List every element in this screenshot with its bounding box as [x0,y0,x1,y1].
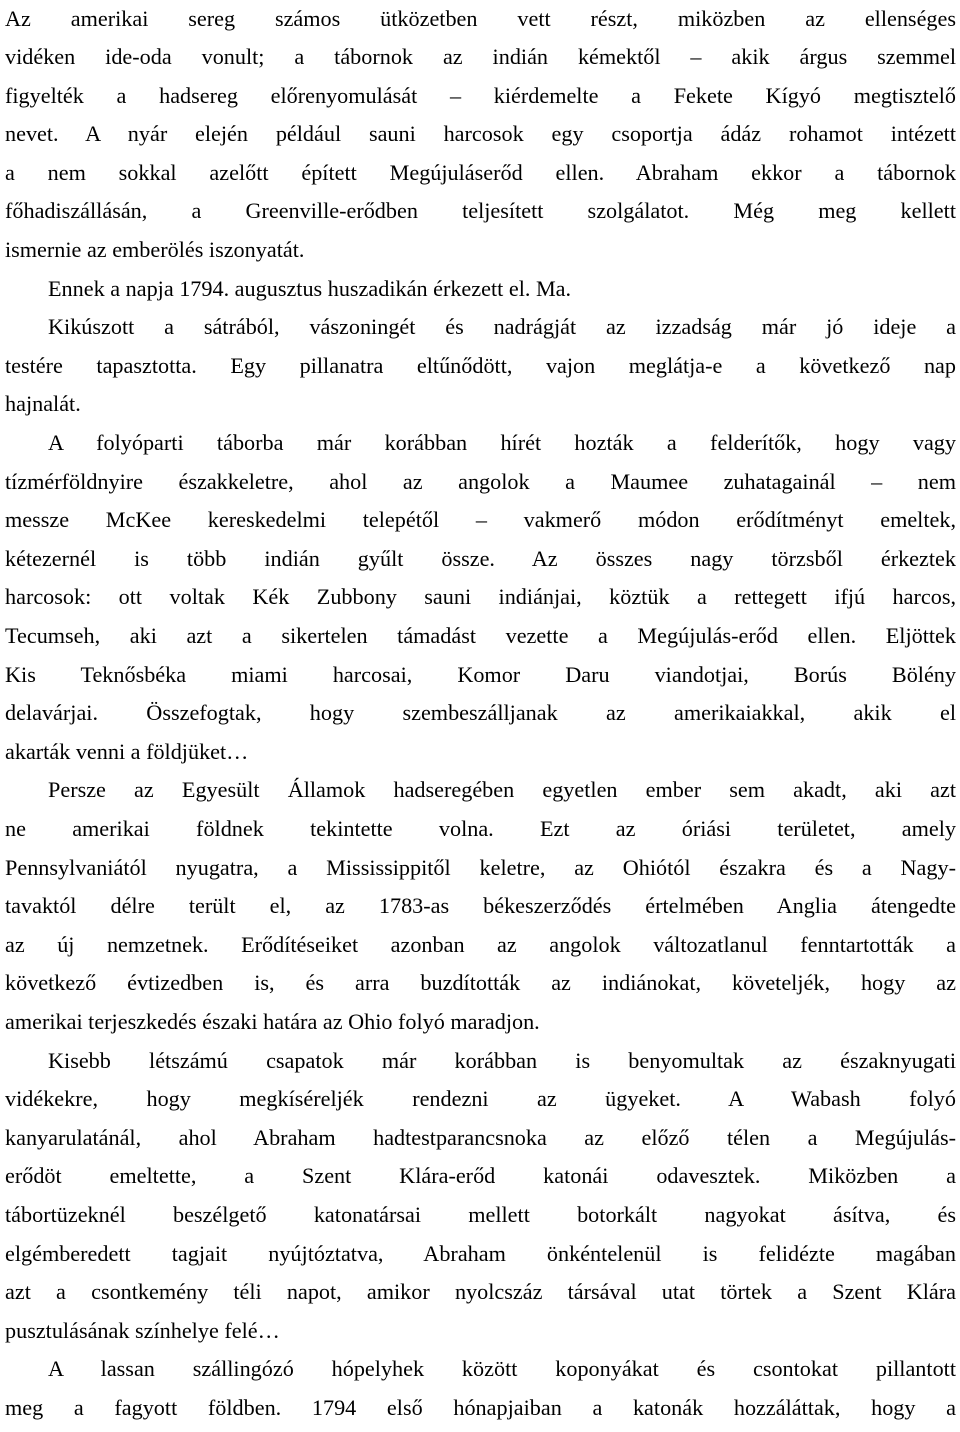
text-line: főhadiszállásán, a Greenville-erődben teljesített szolgálatot. Még meg kellett [5,198,956,224]
paragraph [5,0,956,270]
text-line: harcosok: ott voltak Kék Zubbony sauni indiánjai, köztük a rettegett ifjú harcos, [5,584,956,610]
paragraph [5,1350,956,1427]
text-line: a nem sokkal azelőtt épített Megújuláserőd ellen. Abraham ekkor a tábornok [5,159,956,185]
text-line: testére tapasztotta. Egy pillanatra eltűnődött, vajon meglátja-e a következő nap [5,352,956,378]
text-line: meg a fagyott földben. 1794 első hónapjaiban a katonák hozzáláttak, hogy a [5,1394,956,1420]
text-line: tízmérföldnyire északkeletre, ahol az angolok a Maumee zuhatagainál – nem [5,468,956,494]
text-line: Pennsylvaniától nyugatra, a Mississippitől keletre, az Ohiótól északra és a Nagy- [5,854,956,880]
paragraph [5,424,956,771]
body-text [5,0,956,1427]
text-line: azt a csontkemény téli napot, amikor nyolcszáz társával utat törtek a Szent Klára [5,1279,956,1305]
text-line: Ennek a napja 1794. augusztus huszadikán érkezett el. Ma. [48,275,572,301]
text-line: Kis Teknősbéka miami harcosai, Komor Daru viandotjai, Borús Bölény [5,661,956,687]
text-line: tábortüzeknél beszélgető katonatársai mellett botorkált nagyokat ásítva, és [5,1201,956,1227]
text-line: következő évtizedben is, és arra buzdították az indiánokat, követeljék, hogy az [5,970,956,996]
text-line: Tecumseh, aki azt a sikertelen támadást vezette a Megújulás-erőd ellen. Eljöttek [5,623,956,648]
text-line: akarták venni a földjüket… [5,738,249,764]
text-line: hajnalát. [5,391,81,417]
text-line: Az amerikai sereg számos ütközetben vett részt, miközben az ellenséges [5,5,956,31]
text-line: messze McKee kereskedelmi telepétől – vakmerő módon erődítményt emeltek, [5,507,956,533]
paragraph [5,270,956,309]
text-line: figyelték a hadsereg előrenyomulását – kiérdemelte a Fekete Kígyó megtisztelő [5,82,956,108]
text-line: kanyarulatánál, ahol Abraham hadtestparancsnoka az előző télen a Megújulás- [5,1124,956,1150]
text-line: nevet. A nyár elején például sauni harcosok egy csoportja ádáz rohamot intézett [5,121,956,147]
text-line: az új nemzetnek. Erődítéseiket azonban az angolok változatlanul fenntartották a [5,931,956,957]
text-line: vidékekre, hogy megkíséreljék rendezni az ügyeket. A Wabash folyó [5,1086,956,1112]
text-line: ismernie az emberölés iszonyatát. [5,237,305,263]
text-line: A lassan szállingózó hópelyhek között koponyákat és csontokat pillantott [48,1356,956,1382]
text-line: Persze az Egyesült Államok hadseregében egyetlen ember sem akadt, aki azt [48,777,956,803]
text-line: delavárjai. Összefogtak, hogy szembeszálljanak az amerikaiakkal, akik el [5,700,956,726]
paragraph [5,1042,956,1351]
text-line: Kisebb létszámú csapatok már korábban is benyomultak az északnyugati [48,1047,956,1073]
text-line: kétezernél is több indián gyűlt össze. Az összes nagy törzsből érkeztek [5,545,956,571]
text-line: ne amerikai földnek tekintette volna. Ezt az óriási területet, amely [5,815,956,841]
paragraph [5,771,956,1041]
text-line: pusztulásának színhelye felé… [5,1317,280,1343]
text-line: tavaktól délre terült el, az 1783-as békeszerződés értelmében Anglia átengedte [5,893,956,919]
text-line: Kikúszott a sátrából, vászoningét és nadrágját az izzadság már jó ideje a [48,314,956,340]
text-line: erődöt emeltette, a Szent Klára-erőd katonái odavesztek. Miközben a [5,1163,956,1189]
text-line: elgémberedett tagjait nyújtóztatva, Abraham önkéntelenül is felidézte magában [5,1240,956,1266]
text-line: A folyóparti táborba már korábban hírét hozták a felderítők, hogy vagy [48,430,956,456]
paragraph [5,308,956,424]
text-line: amerikai terjeszkedés északi határa az Ohio folyó maradjon. [5,1008,540,1034]
text-line: vidéken ide-oda vonult; a tábornok az indián kémektől – akik árgus szemmel [5,44,956,70]
